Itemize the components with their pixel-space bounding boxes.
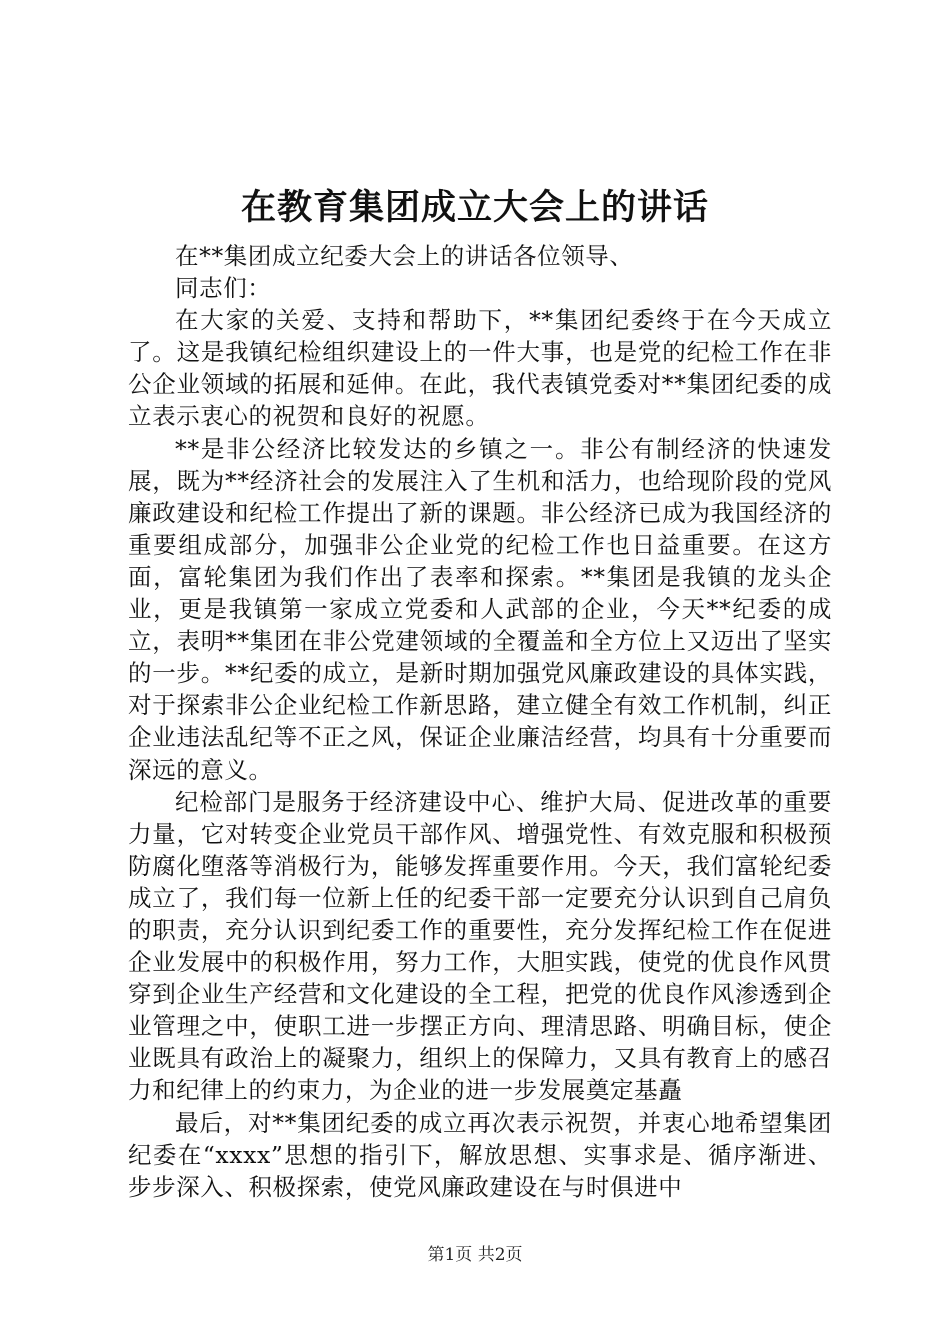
document-body — [128, 240, 832, 1203]
paragraph-discipline-role: 纪检部门是服务于经济建设中心、维护大局、促进改革的重要力量，它对转变企业党员干部作风、增强党性、有效克服和积极预防腐化堕落等消极行为，能够发挥重要作用。今天，我们富轮纪委成立了，我们每一位新上任的纪委干部一定要充分认识到自己肩负的职责，充分认识到纪委工作的重要性，充分发挥纪检工作在促进企业发展中的积极作用，努力工作，大胆实践，使党的优良作风贯穿到企业生产经营和文化建设的全工程，把党的优良作风渗透到企业管理之中，使职工进一步摆正方向、理清思路、明确目标，使企业既具有政治上的凝聚力，组织上的保障力，又具有教育上的感召力和纪律上的约束力，为企业的进一步发展奠定基矗 — [128, 787, 832, 1105]
paragraph-closing: 最后，对**集团纪委的成立再次表示祝贺，并衷心地希望集团纪委在“xxxx”思想的指引下，解放思想、实事求是、循序渐进、步步深入、积极探索，使党风廉政建设在与时俱进中 — [128, 1108, 832, 1201]
paragraph-congratulation: 在大家的关爱、支持和帮助下，**集团纪委终于在今天成立了。这是我镇纪检组织建设上的一件大事，也是党的纪检工作在非公企业领域的拓展和延伸。在此，我代表镇党委对**集团纪委的成立表示衷心的祝贺和良好的祝愿。 — [128, 306, 832, 431]
salutation: 同志们： — [175, 274, 272, 303]
page-title: 在教育集团成立大会上的讲话 — [240, 187, 709, 228]
opening-line: 在**集团成立纪委大会上的讲话各位领导、 — [175, 242, 634, 270]
page-number: 第1页 共2页 — [427, 1245, 523, 1265]
paragraph-significance: **是非公经济比较发达的乡镇之一。非公有制经济的快速发展，既为**经济社会的发展注入了生机和活力，也给现阶段的党风廉政建设和纪检工作提出了新的课题。非公经济已成为我国经济的重要组成部分，加强非公企业党的纪检工作也日益重要。在这方面，富轮集团为我们作出了表率和探索。**集团是我镇的龙头企业，更是我镇第一家成立党委和人武部的企业，今天**纪委的成立，表明**集团在非公党建领域的全覆盖和全方位上又迈出了坚实的一步。**纪委的成立，是新时期加强党风廉政建设的具体实践，对于探索非公企业纪检工作新思路，建立健全有效工作机制，纠正企业违法乱纪等不正之风，保证企业廉洁经营，均具有十分重要而深远的意义。 — [128, 434, 832, 784]
